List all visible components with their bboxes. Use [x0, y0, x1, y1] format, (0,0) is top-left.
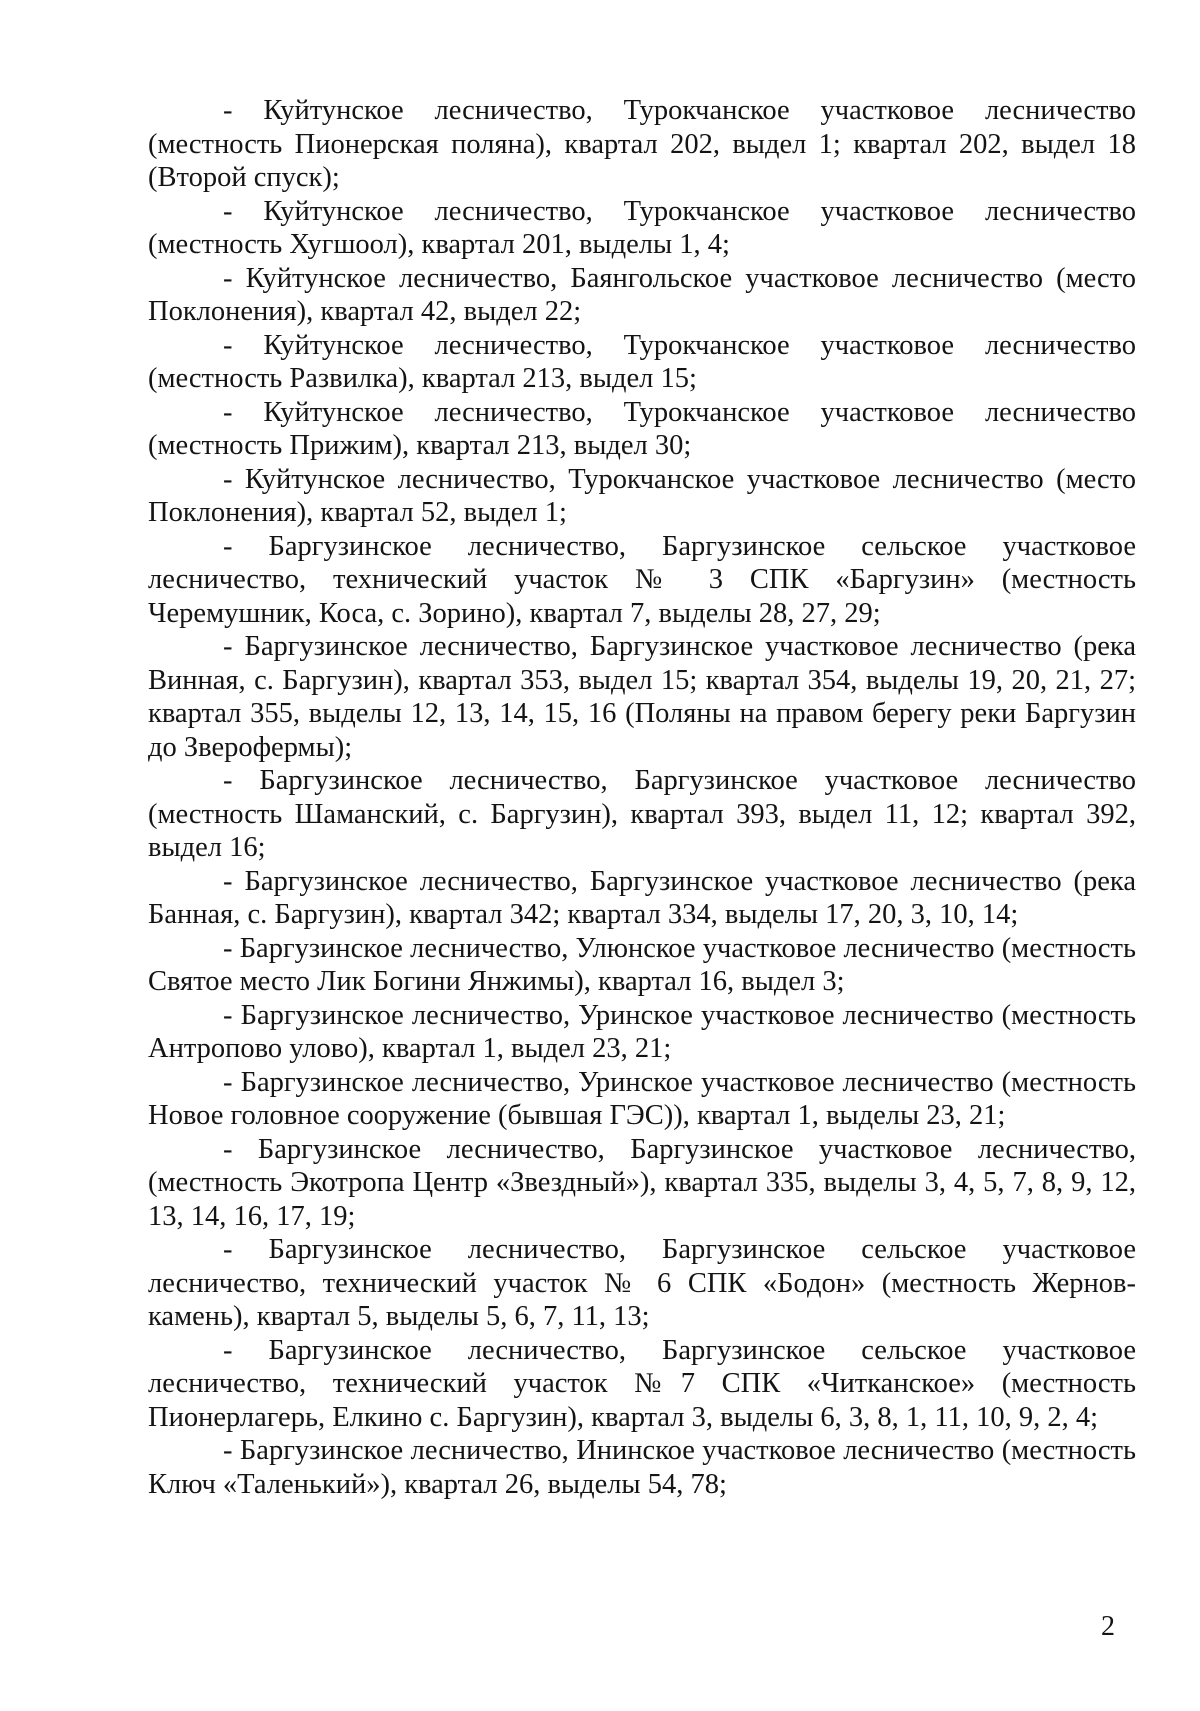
list-item: - Баргузинское лесничество, Уринское участковое лесничество (местность Новое головное сооружение (бывшая ГЭС)), квартал 1, выделы 23, 21;	[148, 1066, 1136, 1131]
list-item: - Куйтунское лесничество, Турокчанское участковое лесничество (местность Прижим), квартал 213, выдел 30;	[148, 396, 1136, 461]
list-item: - Куйтунское лесничество, Турокчанское участковое лесничество (местность Пионерская поляна), квартал 202, выдел 1; квартал 202, выдел 18 (Второй спуск);	[148, 95, 1136, 193]
list-item: - Баргузинское лесничество, Уринское участковое лесничество (местность Антропово улово), квартал 1, выдел 23, 21;	[148, 999, 1136, 1064]
list-item: - Баргузинское лесничество, Баргузинское участковое лесничество (местность Шаманский, с. Баргузин), квартал 393, выдел 11, 12; квартал 392, выдел 16;	[148, 765, 1136, 863]
list-item: - Баргузинское лесничество, Баргузинское участковое лесничество (река Винная, с. Баргузин), квартал 353, выдел 15; квартал 354, выделы 19, 20, 21, 27; квартал 355, выделы 12, 13, 14, 15, 16 (Поляны на правом берегу реки Баргузин до Зверофермы);	[148, 631, 1136, 763]
list-item: - Баргузинское лесничество, Баргузинское сельское участковое лесничество, технический участок № 6 СПК «Бодон» (местность Жернов-камень), квартал 5, выделы 5, 6, 7, 11, 13;	[148, 1234, 1136, 1332]
list-item: - Куйтунское лесничество, Турокчанское участковое лесничество (место Поклонения), квартал 52, выдел 1;	[148, 463, 1136, 528]
list-item: - Куйтунское лесничество, Турокчанское участковое лесничество (местность Хугшоол), квартал 201, выделы 1, 4;	[148, 195, 1136, 260]
list-item: - Баргузинское лесничество, Баргузинское сельское участковое лесничество, технический участок № 3 СПК «Баргузин» (местность Черемушник, Коса, с. Зорино), квартал 7, выделы 28, 27, 29;	[148, 530, 1136, 629]
list-item: - Баргузинское лесничество, Ининское участковое лесничество (местность Ключ «Таленький»), квартал 26, выделы 54, 78;	[148, 1435, 1136, 1500]
list-item: - Баргузинское лесничество, Улюнское участковое лесничество (местность Святое место Лик Богини Янжимы), квартал 16, выдел 3;	[148, 932, 1136, 997]
page-number: 2	[1101, 1611, 1115, 1642]
list-item: - Баргузинское лесничество, Баргузинское участковое лесничество (река Банная, с. Баргузин), квартал 342; квартал 334, выделы 17, 20, 3, 10, 14;	[148, 865, 1136, 930]
document-body	[148, 94, 1136, 1501]
list-item: - Куйтунское лесничество, Баянгольское участковое лесничество (место Поклонения), квартал 42, выдел 22;	[148, 262, 1136, 327]
list-item: - Баргузинское лесничество, Баргузинское участковое лесничество, (местность Экотропа Центр «Звездный»), квартал 335, выделы 3, 4, 5, 7, 8, 9, 12, 13, 14, 16, 17, 19;	[148, 1133, 1136, 1232]
list-item: - Баргузинское лесничество, Баргузинское сельское участковое лесничество, технический участок №7 СПК «Читканское» (местность Пионерлагерь, Елкино с. Баргузин), квартал 3, выделы 6, 3, 8, 1, 11, 10, 9, 2, 4;	[148, 1334, 1136, 1433]
list-item: - Куйтунское лесничество, Турокчанское участковое лесничество (местность Развилка), квартал 213, выдел 15;	[148, 329, 1136, 394]
